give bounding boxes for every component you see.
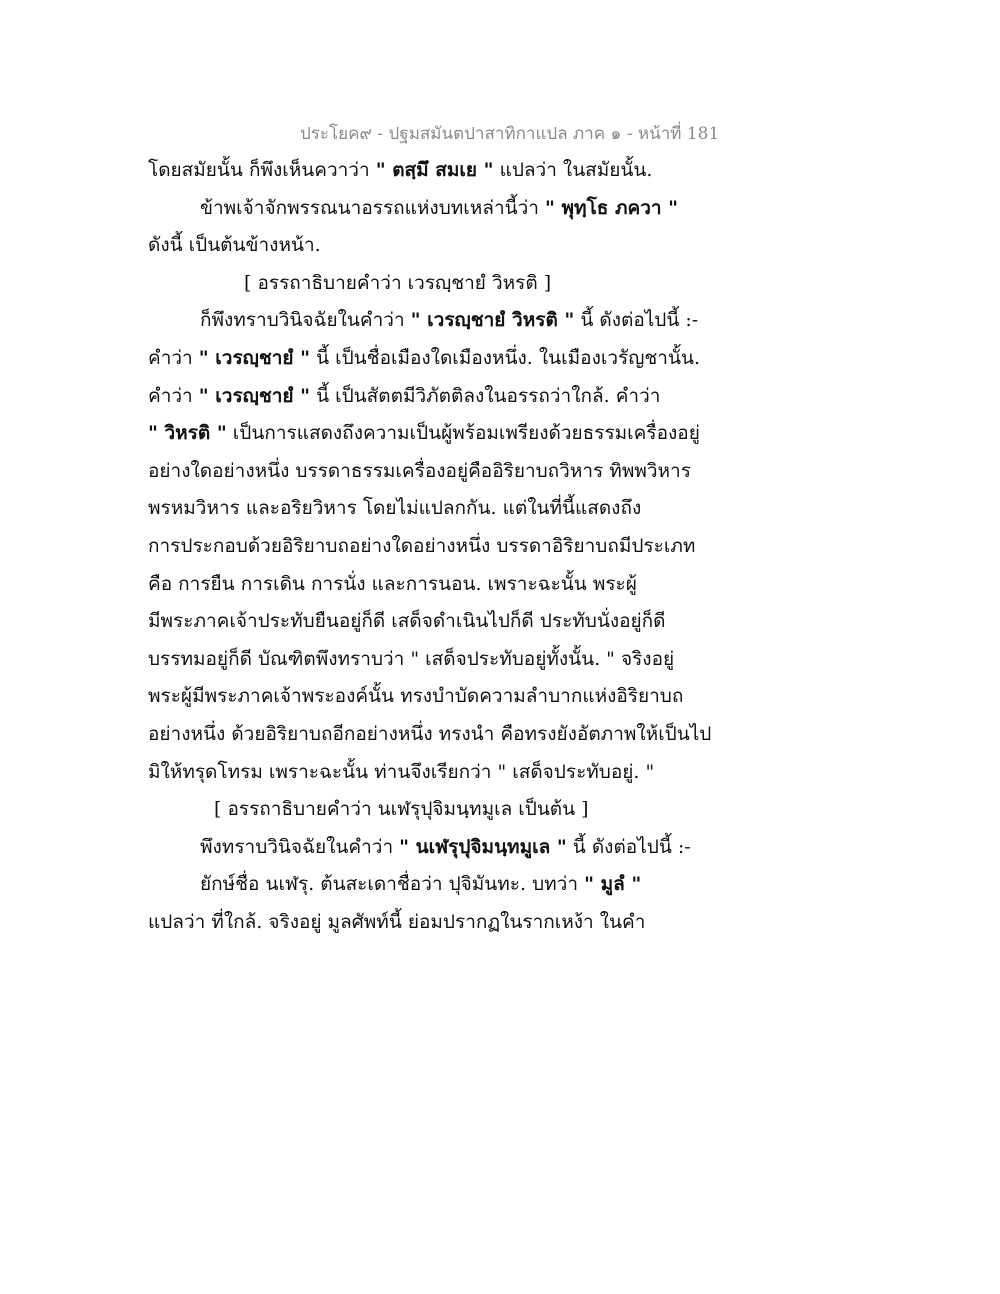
text-run: นี้ ดังต่อไปนี้ :- [574,309,699,332]
text-run: อย่างหนึ่ง ด้วยอิริยาบถอีกอย่างหนึ่ง ทรงนำ คือทรงยังอัตภาพให้เป็นไป [148,722,712,745]
text-run: พระผู้มีพระภาคเจ้าพระองค์นั้น ทรงบำบัดความลำบากแห่งอิริยาบถ [148,685,684,708]
section-heading [148,265,868,303]
section-heading [148,791,868,829]
text-run: ข้าพเจ้าจักพรรณนาอรรถแห่งบทเหล่านี้ว่า [200,196,545,219]
text-run: แปลว่า ที่ใกล้. จริงอยู่ มูลศัพท์นี้ ย่อมปรากฏในรากเหง้า ในคำ [148,910,646,933]
text-run: นี้ เป็นสัตตมีวิภัตติลงในอรรถว่าใกล้. คำว่า [310,384,661,407]
text-line [148,829,868,867]
pali-term: " วิหรติ " [148,422,227,445]
text-run: เป็นการแสดงถึงความเป็นผู้พร้อมเพรียงด้วยธรรมเครื่องอยู่ [226,422,700,445]
pali-term: " ตสฺมึ สมเย " [375,159,494,181]
text-line [148,190,868,228]
text-run: ดังนี้ เป็นต้นข้างหน้า. [148,234,321,257]
text-line [148,528,868,566]
pali-term: " พุทฺโธ ภควา " [545,196,679,219]
heading-text: [ อรรถาธิบายคำว่า นเฬรุปุจิมนฺทมูเล เป็นต้น ] [214,798,589,821]
text-run: แปลว่า ในสมัยนั้น. [493,159,653,181]
heading-text: [ อรรถาธิบายคำว่า เวรญฺชายํ วิหรติ ] [244,271,552,294]
text-line [148,678,868,716]
text-line [148,904,868,942]
text-run: พรหมวิหาร และอริยวิหาร โดยไม่แปลกกัน. แต่ในที่นี้แสดงถึง [148,497,642,520]
text-run: คำว่า [148,346,199,369]
text-line [148,566,868,604]
text-run: มีพระภาคเจ้าประทับยืนอยู่ก็ดี เสด็จดำเนินไปก็ดี ประทับนั่งอยู่ก็ดี [148,610,666,633]
text-line [148,302,868,340]
pali-term: " เวรญฺชายํ " [198,346,311,369]
running-header: ประโยค๙ - ปฐมสมันตปาสาทิกาแปล ภาค ๑ - หน้าที่ 181 [300,124,720,144]
text-run: คือ การยืน การเดิน การนั่ง และการนอน. เพราะฉะนั้น พระผู้ [148,572,637,595]
text-line [148,866,868,904]
text-run: พึงทราบวินิจฉัยในคำว่า [200,835,400,858]
text-run: มิให้ทรุดโทรม เพราะฉะนั้น ท่านจึงเรียกว่า " เสด็จประทับอยู่. " [148,760,655,783]
pali-term: " นเฬรุปุจิมนฺทมูเล " [399,835,567,858]
text-run: นี้ เป็นชื่อเมืองใดเมืองหนึ่ง. ในเมืองเวรัญชานั้น. [310,346,700,369]
pali-term: " มูลํ " [584,873,642,896]
body-text [148,152,868,941]
text-run: ก็พึงทราบวินิจฉัยในคำว่า [200,309,411,332]
text-run: นี้ ดังต่อไปนี้ :- [566,835,691,858]
text-line [148,641,868,679]
text-line [148,415,868,453]
text-line [148,152,868,190]
text-line [148,603,868,641]
text-line [148,227,868,265]
pali-term: " เวรญฺชายํ วิหรติ " [410,309,575,332]
text-line [148,754,868,792]
text-run: อย่างใดอย่างหนึ่ง บรรดาธรรมเครื่องอยู่คืออิริยาบถวิหาร ทิพพวิหาร [148,459,691,482]
text-run: โดยสมัยนั้น ก็พึงเห็นควาว่า [148,159,376,181]
text-line [148,378,868,416]
text-line [148,490,868,528]
pali-term: " เวรญฺชายํ " [198,384,311,407]
text-run: การประกอบด้วยอิริยาบถอย่างใดอย่างหนึ่ง บรรดาอิริยาบถมีประเภท [148,534,696,557]
text-run: คำว่า [148,384,199,407]
text-line [148,340,868,378]
text-run: ยักษ์ชื่อ นเฬรุ. ต้นสะเดาชื่อว่า ปุจิมันทะ. บทว่า [200,873,585,896]
text-run: บรรทมอยู่ก็ดี บัณฑิตพึงทราบว่า " เสด็จประทับอยู่ทั้งนั้น. " จริงอยู่ [148,647,675,670]
text-line [148,453,868,491]
text-line [148,716,868,754]
